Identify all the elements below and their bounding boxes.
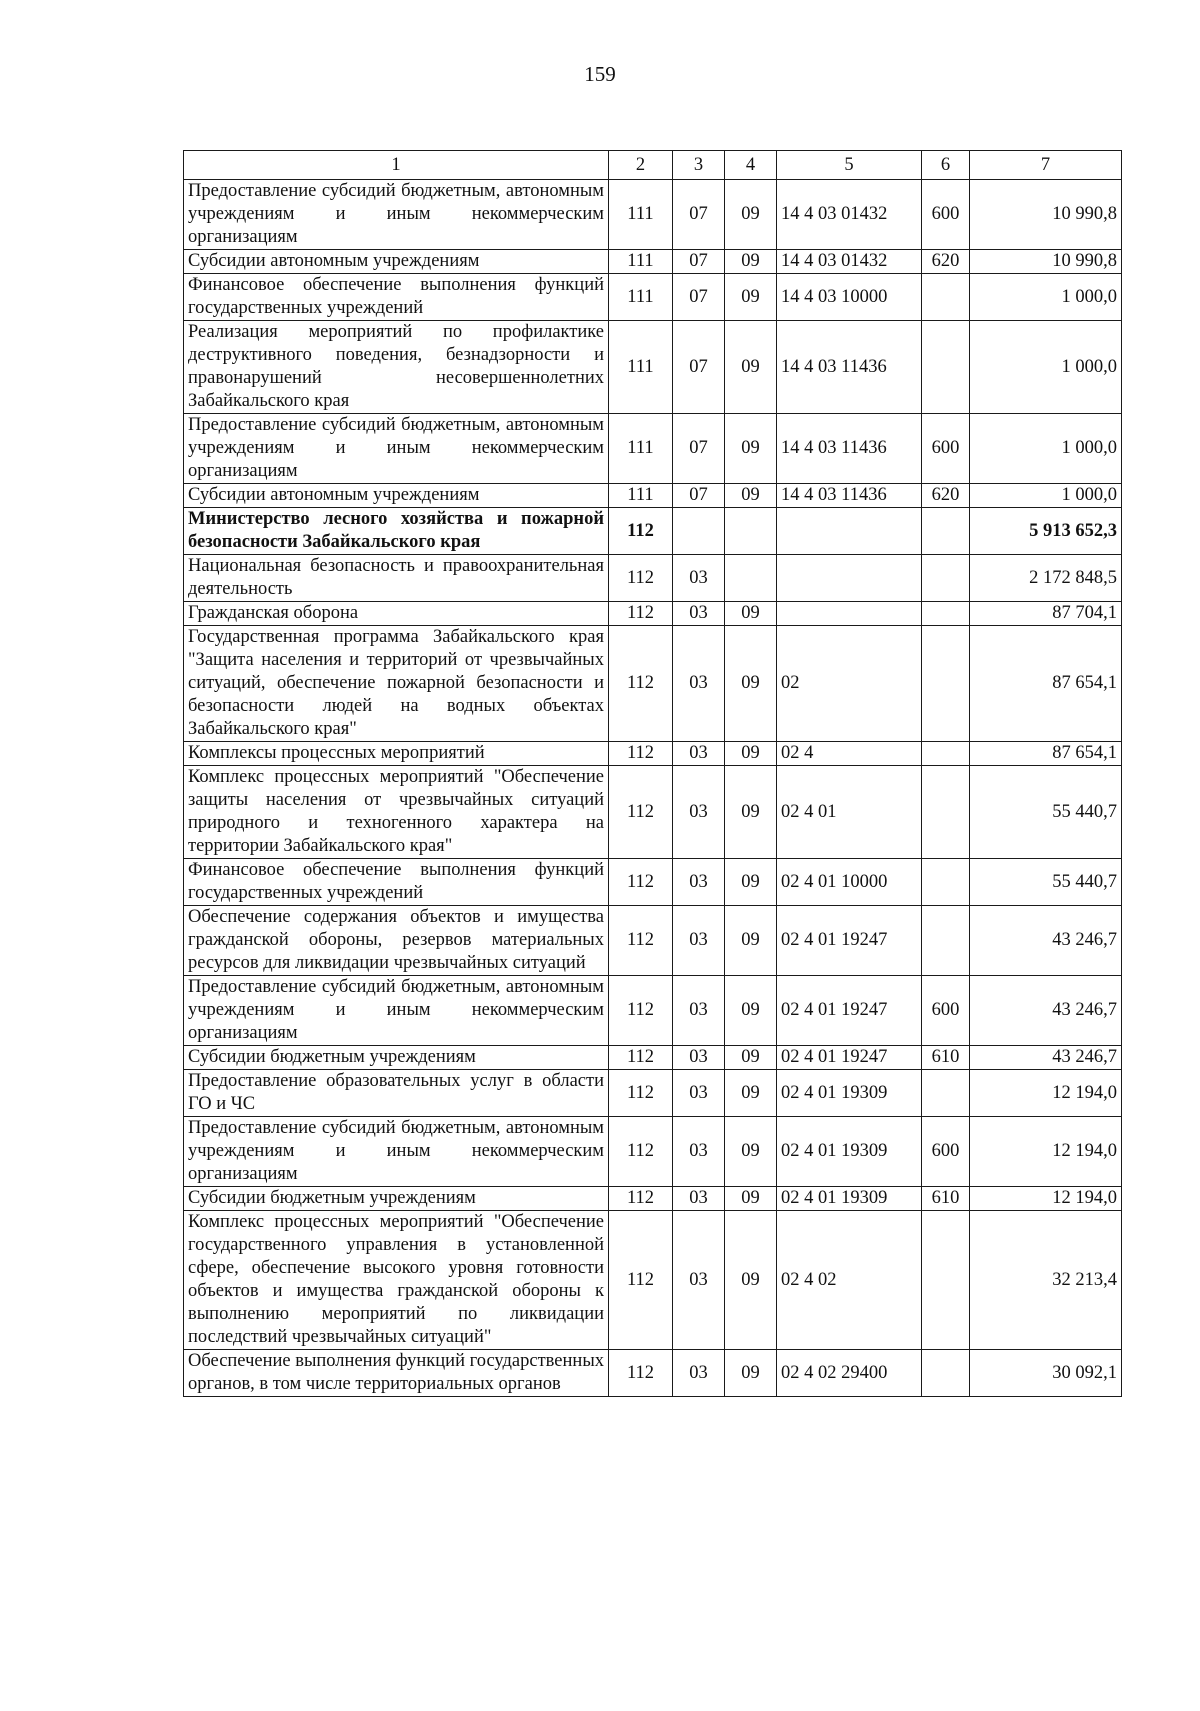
subsection-code-cell: 09 (725, 602, 777, 626)
section-code-cell: 03 (673, 1187, 725, 1211)
grbs-code-cell: 112 (609, 626, 673, 742)
item-name-cell: Гражданская оборона (184, 602, 609, 626)
section-code-cell: 03 (673, 859, 725, 906)
section-code-cell: 03 (673, 1211, 725, 1350)
table-row (184, 1117, 1122, 1187)
subsection-code-cell: 09 (725, 766, 777, 859)
table-row (184, 1046, 1122, 1070)
grbs-code-cell: 111 (609, 484, 673, 508)
table-row (184, 321, 1122, 414)
item-name-cell: Субсидии бюджетным учреждениям (184, 1187, 609, 1211)
grbs-code-cell: 112 (609, 976, 673, 1046)
item-name-cell: Предоставление субсидий бюджетным, автономным учреждениям и иным некоммерческим организациям (184, 1117, 609, 1187)
target-article-cell: 02 4 01 10000 (777, 859, 922, 906)
item-name-cell: Обеспечение выполнения функций государственных органов, в том числе территориальных органов (184, 1350, 609, 1397)
table-row (184, 1187, 1122, 1211)
subsection-code-cell: 09 (725, 1070, 777, 1117)
table-row (184, 180, 1122, 250)
section-code-cell: 07 (673, 180, 725, 250)
expense-type-cell (922, 742, 970, 766)
subsection-code-cell: 09 (725, 1046, 777, 1070)
section-code-cell: 03 (673, 1070, 725, 1117)
subsection-code-cell: 09 (725, 626, 777, 742)
table-row (184, 274, 1122, 321)
header-cell: 1 (184, 151, 609, 180)
target-article-cell: 14 4 03 10000 (777, 274, 922, 321)
amount-cell: 10 990,8 (970, 250, 1122, 274)
item-name-cell: Предоставление субсидий бюджетным, автономным учреждениям и иным некоммерческим организациям (184, 414, 609, 484)
section-code-cell: 03 (673, 906, 725, 976)
target-article-cell: 02 4 01 19247 (777, 1046, 922, 1070)
subsection-code-cell: 09 (725, 1117, 777, 1187)
target-article-cell: 14 4 03 11436 (777, 484, 922, 508)
item-name-cell: Реализация мероприятий по профилактике деструктивного поведения, безнадзорности и правонарушений несовершеннолетних Забайкальского края (184, 321, 609, 414)
section-code-cell: 03 (673, 1117, 725, 1187)
target-article-cell: 02 4 01 (777, 766, 922, 859)
amount-cell: 87 654,1 (970, 742, 1122, 766)
grbs-code-cell: 112 (609, 859, 673, 906)
expense-type-cell: 600 (922, 1117, 970, 1187)
item-name-cell: Комплекс процессных мероприятий "Обеспечение защиты населения от чрезвычайных ситуаций природного и техногенного характера на территории Забайкальского края" (184, 766, 609, 859)
table-row (184, 484, 1122, 508)
grbs-code-cell: 112 (609, 742, 673, 766)
section-code-cell: 03 (673, 555, 725, 602)
section-code-cell: 07 (673, 321, 725, 414)
table-row (184, 414, 1122, 484)
expense-type-cell (922, 555, 970, 602)
amount-cell: 10 990,8 (970, 180, 1122, 250)
amount-cell: 1 000,0 (970, 414, 1122, 484)
subsection-code-cell: 09 (725, 742, 777, 766)
item-name-cell: Обеспечение содержания объектов и имущества гражданской обороны, резервов материальных ресурсов для ликвидации чрезвычайных ситуаций (184, 906, 609, 976)
item-name-cell: Субсидии автономным учреждениям (184, 484, 609, 508)
target-article-cell: 14 4 03 01432 (777, 180, 922, 250)
item-name-cell: Субсидии автономным учреждениям (184, 250, 609, 274)
amount-cell: 2 172 848,5 (970, 555, 1122, 602)
grbs-code-cell: 112 (609, 1211, 673, 1350)
amount-cell: 30 092,1 (970, 1350, 1122, 1397)
expense-type-cell (922, 1211, 970, 1350)
section-code-cell: 03 (673, 766, 725, 859)
amount-cell: 55 440,7 (970, 859, 1122, 906)
grbs-code-cell: 111 (609, 321, 673, 414)
expense-type-cell: 600 (922, 414, 970, 484)
amount-cell: 87 654,1 (970, 626, 1122, 742)
header-cell: 6 (922, 151, 970, 180)
expense-type-cell (922, 321, 970, 414)
budget-table (183, 150, 1122, 1397)
target-article-cell (777, 555, 922, 602)
section-code-cell: 03 (673, 626, 725, 742)
table-row (184, 555, 1122, 602)
item-name-cell: Предоставление образовательных услуг в области ГО и ЧС (184, 1070, 609, 1117)
item-name-cell: Государственная программа Забайкальского края "Защита населения и территорий от чрезвычайных ситуаций, обеспечение пожарной безопасности и безопасности людей на водных объектах Забайкальского края" (184, 626, 609, 742)
item-name-cell: Финансовое обеспечение выполнения функций государственных учреждений (184, 859, 609, 906)
section-code-cell: 07 (673, 250, 725, 274)
subsection-code-cell: 09 (725, 859, 777, 906)
table-row (184, 906, 1122, 976)
page-number: 159 (584, 62, 616, 86)
table-row (184, 508, 1122, 555)
subsection-code-cell: 09 (725, 484, 777, 508)
header-cell: 2 (609, 151, 673, 180)
expense-type-cell: 620 (922, 250, 970, 274)
expense-type-cell (922, 508, 970, 555)
header-cell: 5 (777, 151, 922, 180)
subsection-code-cell (725, 555, 777, 602)
amount-cell: 43 246,7 (970, 906, 1122, 976)
target-article-cell: 02 4 02 (777, 1211, 922, 1350)
expense-type-cell (922, 274, 970, 321)
target-article-cell: 02 4 01 19247 (777, 906, 922, 976)
header-cell: 4 (725, 151, 777, 180)
amount-cell: 43 246,7 (970, 976, 1122, 1046)
expense-type-cell (922, 766, 970, 859)
item-name-cell: Министерство лесного хозяйства и пожарной безопасности Забайкальского края (184, 508, 609, 555)
target-article-cell: 02 4 (777, 742, 922, 766)
grbs-code-cell: 111 (609, 414, 673, 484)
subsection-code-cell: 09 (725, 274, 777, 321)
item-name-cell: Комплексы процессных мероприятий (184, 742, 609, 766)
grbs-code-cell: 112 (609, 1070, 673, 1117)
subsection-code-cell: 09 (725, 976, 777, 1046)
grbs-code-cell: 111 (609, 180, 673, 250)
amount-cell: 1 000,0 (970, 274, 1122, 321)
amount-cell: 5 913 652,3 (970, 508, 1122, 555)
header-row (184, 151, 1122, 180)
subsection-code-cell: 09 (725, 321, 777, 414)
grbs-code-cell: 112 (609, 1117, 673, 1187)
amount-cell: 55 440,7 (970, 766, 1122, 859)
section-code-cell (673, 508, 725, 555)
item-name-cell: Финансовое обеспечение выполнения функций государственных учреждений (184, 274, 609, 321)
target-article-cell (777, 508, 922, 555)
grbs-code-cell: 111 (609, 250, 673, 274)
target-article-cell: 02 (777, 626, 922, 742)
table-row (184, 1070, 1122, 1117)
item-name-cell: Национальная безопасность и правоохранительная деятельность (184, 555, 609, 602)
section-code-cell: 03 (673, 742, 725, 766)
grbs-code-cell: 112 (609, 1350, 673, 1397)
target-article-cell: 02 4 02 29400 (777, 1350, 922, 1397)
header-cell: 3 (673, 151, 725, 180)
target-article-cell: 14 4 03 11436 (777, 414, 922, 484)
grbs-code-cell: 112 (609, 1046, 673, 1070)
amount-cell: 87 704,1 (970, 602, 1122, 626)
subsection-code-cell: 09 (725, 180, 777, 250)
expense-type-cell (922, 859, 970, 906)
target-article-cell: 14 4 03 11436 (777, 321, 922, 414)
amount-cell: 12 194,0 (970, 1117, 1122, 1187)
table-row (184, 1350, 1122, 1397)
amount-cell: 1 000,0 (970, 484, 1122, 508)
subsection-code-cell (725, 508, 777, 555)
table-row (184, 1211, 1122, 1350)
subsection-code-cell: 09 (725, 250, 777, 274)
table-row (184, 859, 1122, 906)
table-row (184, 976, 1122, 1046)
expense-type-cell: 600 (922, 180, 970, 250)
grbs-code-cell: 111 (609, 274, 673, 321)
amount-cell: 43 246,7 (970, 1046, 1122, 1070)
section-code-cell: 07 (673, 414, 725, 484)
table-row (184, 602, 1122, 626)
section-code-cell: 03 (673, 976, 725, 1046)
grbs-code-cell: 112 (609, 508, 673, 555)
item-name-cell: Предоставление субсидий бюджетным, автономным учреждениям и иным некоммерческим организациям (184, 976, 609, 1046)
target-article-cell: 02 4 01 19247 (777, 976, 922, 1046)
expense-type-cell (922, 1350, 970, 1397)
target-article-cell: 02 4 01 19309 (777, 1187, 922, 1211)
expense-type-cell: 620 (922, 484, 970, 508)
header-cell: 7 (970, 151, 1122, 180)
expense-type-cell (922, 602, 970, 626)
amount-cell: 12 194,0 (970, 1070, 1122, 1117)
expense-type-cell: 610 (922, 1046, 970, 1070)
subsection-code-cell: 09 (725, 906, 777, 976)
grbs-code-cell: 112 (609, 602, 673, 626)
grbs-code-cell: 112 (609, 766, 673, 859)
grbs-code-cell: 112 (609, 1187, 673, 1211)
section-code-cell: 03 (673, 1350, 725, 1397)
item-name-cell: Предоставление субсидий бюджетным, автономным учреждениям и иным некоммерческим организациям (184, 180, 609, 250)
table-row (184, 250, 1122, 274)
subsection-code-cell: 09 (725, 1350, 777, 1397)
expense-type-cell: 610 (922, 1187, 970, 1211)
amount-cell: 1 000,0 (970, 321, 1122, 414)
expense-type-cell (922, 906, 970, 976)
section-code-cell: 07 (673, 274, 725, 321)
target-article-cell: 14 4 03 01432 (777, 250, 922, 274)
expense-type-cell (922, 626, 970, 742)
item-name-cell: Комплекс процессных мероприятий "Обеспечение государственного управления в установленной сфере, обеспечение высокого уровня готовности объектов и имущества гражданской обороны к выполнению мероприятий по ликвидации последствий чрезвычайных ситуаций" (184, 1211, 609, 1350)
amount-cell: 12 194,0 (970, 1187, 1122, 1211)
subsection-code-cell: 09 (725, 1187, 777, 1211)
subsection-code-cell: 09 (725, 414, 777, 484)
grbs-code-cell: 112 (609, 555, 673, 602)
table-row (184, 626, 1122, 742)
expense-type-cell (922, 1070, 970, 1117)
grbs-code-cell: 112 (609, 906, 673, 976)
item-name-cell: Субсидии бюджетным учреждениям (184, 1046, 609, 1070)
section-code-cell: 03 (673, 602, 725, 626)
amount-cell: 32 213,4 (970, 1211, 1122, 1350)
section-code-cell: 07 (673, 484, 725, 508)
expense-type-cell: 600 (922, 976, 970, 1046)
target-article-cell: 02 4 01 19309 (777, 1117, 922, 1187)
table-row (184, 766, 1122, 859)
section-code-cell: 03 (673, 1046, 725, 1070)
subsection-code-cell: 09 (725, 1211, 777, 1350)
table-row (184, 742, 1122, 766)
target-article-cell (777, 602, 922, 626)
target-article-cell: 02 4 01 19309 (777, 1070, 922, 1117)
